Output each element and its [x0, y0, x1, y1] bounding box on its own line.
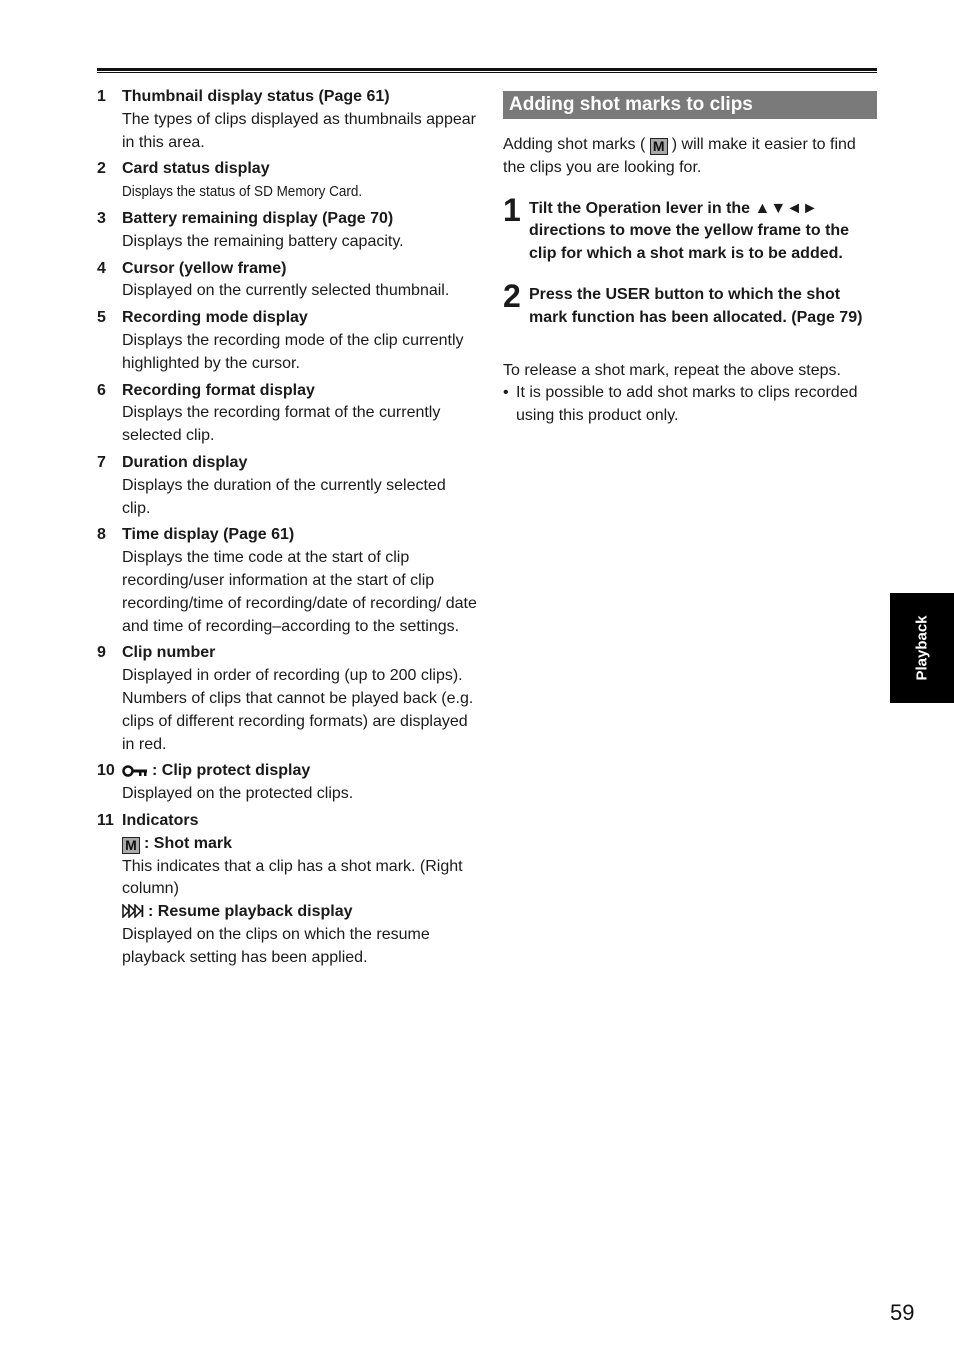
item-description: Displays the time code at the start of clip recording/user information at the start of clip recording/time of recording/date of recording/ date and time of recording–according to the settings.: [122, 549, 477, 635]
item-description: Displays the recording mode of the clip currently highlighted by the cursor.: [122, 331, 464, 372]
list-item: [97, 642, 477, 756]
item-heading: Indicators: [122, 811, 199, 829]
item-heading: Cursor (yellow frame): [122, 259, 287, 277]
list-item: [97, 810, 477, 970]
release-note: To release a shot mark, repeat the above steps.: [503, 361, 841, 379]
item-heading: Battery remaining display (Page 70): [122, 209, 394, 227]
item-description: Displays the duration of the currently selected clip.: [122, 476, 446, 517]
item-number: 2: [97, 160, 106, 178]
resume-playback-description: Displayed on the clips on which the resume playback setting has been applied.: [122, 925, 430, 966]
step-1-text-start: Tilt the Operation lever in the: [529, 199, 755, 217]
list-item: [97, 208, 477, 254]
item-heading-text: : Clip protect display: [152, 762, 311, 780]
resume-playback-heading: [122, 901, 477, 924]
header-rule: [97, 68, 877, 71]
page-number: 59: [890, 1300, 915, 1325]
item-description: Displayed on the protected clips.: [122, 785, 354, 803]
item-heading: Thumbnail display status (Page 61): [122, 88, 390, 105]
item-number: 5: [97, 309, 106, 327]
shot-marks-section: [503, 91, 877, 428]
bullet-text: It is possible to add shot marks to clips recorded using this product only.: [516, 384, 858, 425]
item-number: 11: [97, 811, 114, 829]
list-item: [97, 258, 477, 304]
item-heading: [122, 760, 477, 783]
item-number: 1: [97, 88, 106, 105]
shot-mark-icon: M: [650, 138, 668, 155]
resume-playback-label: : Resume playback display: [148, 903, 353, 921]
item-description: Displays the recording format of the currently selected clip.: [122, 404, 441, 445]
list-item: [97, 380, 477, 448]
key-icon: [122, 764, 148, 778]
item-description: Displays the status of SD Memory Card.: [122, 183, 363, 201]
item-heading: Duration display: [122, 453, 248, 471]
bullet-note: [503, 382, 877, 428]
step-number: 2: [503, 277, 521, 314]
item-number: 9: [97, 644, 106, 662]
step-1-text-end: directions to move the yellow frame to the clip for which a shot mark is to be added.: [529, 222, 850, 263]
section-title: Adding shot marks to clips: [503, 91, 877, 119]
list-item: [97, 524, 477, 638]
intro-text-end: ) will make it easier to find the clips you are looking for.: [503, 136, 856, 176]
intro-paragraph: [503, 134, 877, 180]
shot-mark-icon: M: [122, 837, 140, 854]
list-item: [97, 86, 477, 154]
list-item: [97, 158, 477, 204]
shot-mark-heading: [122, 833, 477, 856]
item-description: Displays the remaining battery capacity.: [122, 232, 404, 250]
item-heading: Clip number: [122, 644, 216, 662]
list-item: [97, 760, 477, 806]
item-number: 8: [97, 526, 106, 544]
list-item: [97, 307, 477, 375]
chapter-tab-label: Playback: [913, 615, 931, 681]
step-2: [503, 277, 877, 330]
list-item: [97, 452, 477, 520]
header-rule-thin: [97, 72, 877, 73]
item-heading: Recording format display: [122, 381, 315, 399]
resume-playback-icon: [122, 904, 144, 918]
item-number: 7: [97, 453, 106, 471]
shot-mark-description: This indicates that a clip has a shot mark. (Right column): [122, 857, 463, 898]
display-items-list: [97, 86, 477, 973]
direction-arrows-icon: ▲▼◄►: [754, 199, 818, 217]
shot-mark-label: : Shot mark: [144, 834, 233, 852]
item-number: 6: [97, 381, 106, 399]
bullet-dot: •: [503, 384, 509, 402]
item-number: 3: [97, 209, 106, 227]
item-heading: Time display (Page 61): [122, 526, 295, 544]
chapter-tab: [890, 593, 954, 703]
item-description: The types of clips displayed as thumbnails appear in this area.: [122, 110, 476, 151]
item-description: Displayed in order of recording (up to 200 clips). Numbers of clips that cannot be played back (e.g. clips of different recording formats) are displayed in red.: [122, 667, 474, 753]
item-description: Displayed on the currently selected thumbnail.: [122, 282, 450, 300]
item-number: 10: [97, 762, 115, 780]
intro-text-start: Adding shot marks (: [503, 136, 646, 153]
step-1: [503, 191, 877, 266]
step-2-text: Press the USER button to which the shot mark function has been allocated. (Page 79): [529, 285, 863, 326]
item-heading: Recording mode display: [122, 309, 308, 327]
item-number: 4: [97, 259, 106, 277]
step-number: 1: [503, 191, 521, 228]
item-heading: Card status display: [122, 160, 270, 178]
